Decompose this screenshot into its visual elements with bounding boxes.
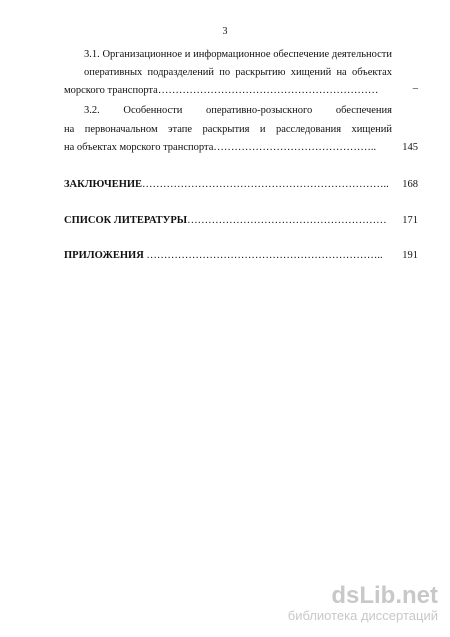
toc-3-2-line-1: 3.2. Особенности оперативно-розыскного обеспечения (84, 105, 392, 116)
toc-appendices-line (64, 249, 392, 262)
toc-references-leader-dots: ………………………………………………… (187, 215, 387, 226)
toc-references-page: 171 (402, 215, 418, 226)
toc-3-2-line-3 (64, 141, 392, 154)
toc-conclusion-page: 168 (402, 179, 418, 190)
toc-appendices-page: 191 (402, 250, 418, 261)
toc-3-2-page: 145 (402, 142, 418, 153)
toc-3-1-line-2: оперативных подразделений по раскрытию хищений на объектах (84, 67, 392, 78)
toc-conclusion-label: ЗАКЛЮЧЕНИЕ (64, 179, 143, 190)
toc-3-1-line-1: 3.1. Организационное и информационное обеспечение деятельности (84, 49, 392, 60)
watermark-subtitle: библиотека диссертаций (287, 608, 438, 623)
toc-3-2-leader-dots: ……………………………………….. (213, 142, 377, 153)
toc-conclusion-line (64, 178, 392, 191)
watermark-logo: dsLib.net (331, 582, 438, 609)
toc-3-1-leader-dots: ……………………………………………………… (157, 85, 379, 96)
toc-appendices-leader-dots: ………………………………………………………….. (143, 250, 383, 261)
toc-references-label: СПИСОК ЛИТЕРАТУРЫ (64, 215, 188, 226)
page-number: 3 (222, 26, 228, 37)
toc-3-2-title-end: на объектах морского транспорта (64, 142, 214, 153)
toc-3-1-title-end: морского транспорта (64, 85, 158, 96)
toc-3-1-line-3 (64, 84, 392, 97)
toc-3-1-page: – (412, 83, 418, 94)
watermark (288, 584, 438, 623)
toc-3-2-line-2: на первоначальном этапе раскрытия и расследования хищений (64, 124, 392, 135)
toc-appendices-label: ПРИЛОЖЕНИЯ (64, 250, 144, 261)
toc-conclusion-leader-dots: …………………………………………………………….. (142, 179, 389, 190)
toc-references-line (64, 214, 392, 227)
